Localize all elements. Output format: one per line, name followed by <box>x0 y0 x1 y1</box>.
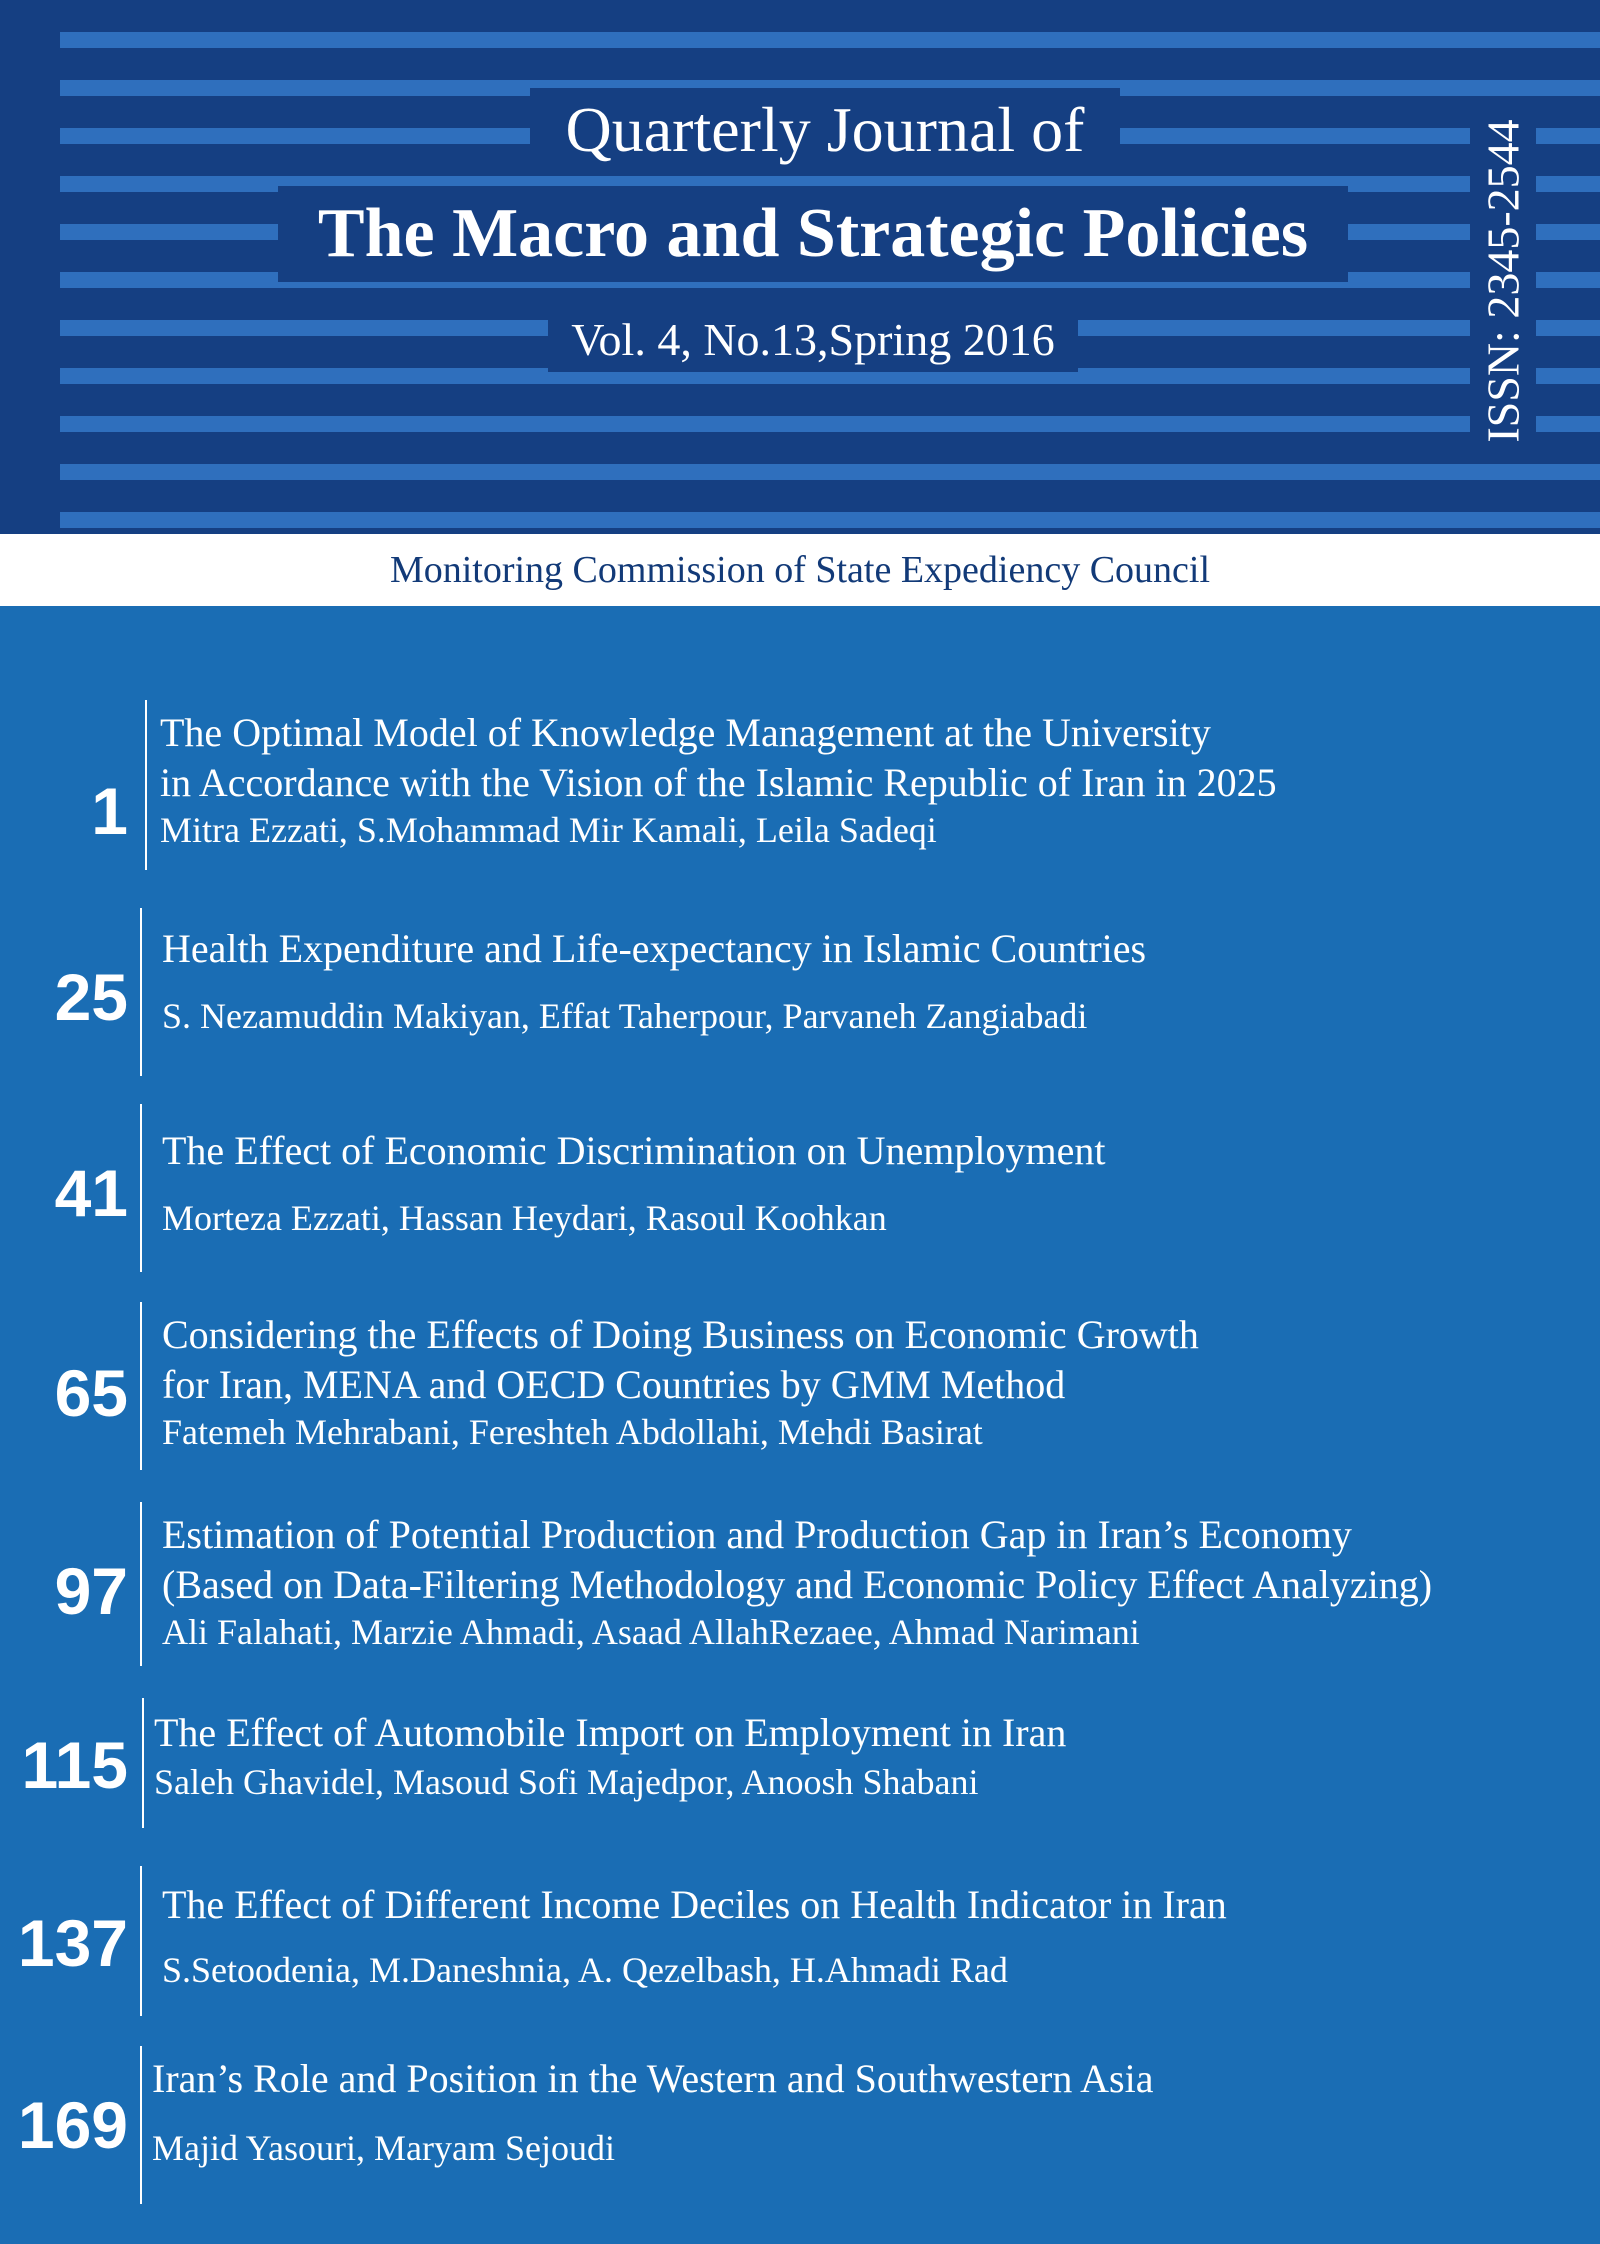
page-number: 41 <box>54 1156 128 1230</box>
article-text <box>152 2054 1153 2168</box>
article-authors: Saleh Ghavidel, Masoud Sofi Majedpor, Anoosh Shabani <box>154 1762 979 1802</box>
article-title-line: (Based on Data-Filtering Methodology and Economic Policy Effect Analyzing) <box>162 1562 1433 1607</box>
article-text <box>162 1126 1105 1238</box>
page-number: 115 <box>21 1728 128 1802</box>
page-number: 137 <box>17 1906 128 1980</box>
article-authors: S. Nezamuddin Makiyan, Effat Taherpour, Parvaneh Zangiabadi <box>162 996 1088 1036</box>
article-title-line: Health Expenditure and Life-expectancy in Islamic Countries <box>162 926 1147 971</box>
article-title-line: The Effect of Economic Discrimination on Unemployment <box>162 1128 1106 1173</box>
article-title-line: The Effect of Automobile Import on Employment in Iran <box>154 1710 1067 1755</box>
entry-divider <box>140 1502 142 1666</box>
toc-entry <box>0 1866 1600 2016</box>
page-number: 169 <box>17 2088 128 2162</box>
page-number: 25 <box>54 960 128 1034</box>
entry-divider <box>140 1302 142 1470</box>
issn-label: ISSN: 2345-2544 <box>1477 119 1529 443</box>
journal-masthead <box>0 0 1600 534</box>
article-text <box>162 924 1146 1036</box>
toc-entry <box>0 1698 1600 1828</box>
toc-entry <box>0 1502 1600 1666</box>
publisher-name: Monitoring Commission of State Expediency Council <box>389 549 1211 591</box>
entry-divider <box>140 1104 142 1272</box>
article-title-line: The Effect of Different Income Deciles on Health Indicator in Iran <box>162 1882 1227 1927</box>
article-authors: Mitra Ezzati, S.Mohammad Mir Kamali, Leila Sadeqi <box>160 810 937 850</box>
article-text <box>162 1880 1227 1990</box>
toc-entry <box>0 700 1600 870</box>
article-text <box>162 1510 1432 1652</box>
article-authors: Ali Falahati, Marzie Ahmadi, Asaad AllahRezaee, Ahmad Narimani <box>162 1612 1140 1652</box>
publisher-band <box>0 534 1600 606</box>
article-text <box>162 1310 1199 1452</box>
toc-entry <box>0 1104 1600 1272</box>
page-number: 1 <box>91 774 128 848</box>
page-number: 65 <box>54 1356 128 1430</box>
article-title-line: Estimation of Potential Production and Production Gap in Iran’s Economy <box>162 1512 1352 1557</box>
article-title-line: Iran’s Role and Position in the Western and Southwestern Asia <box>152 2056 1154 2101</box>
journal-subtitle: Quarterly Journal of <box>530 88 1120 172</box>
article-title-line: for Iran, MENA and OECD Countries by GMM Method <box>162 1362 1066 1407</box>
toc-entry <box>0 908 1600 1076</box>
page-number: 97 <box>54 1554 128 1628</box>
journal-title: The Macro and Strategic Policies <box>278 186 1348 282</box>
article-title-line: The Optimal Model of Knowledge Management at the University <box>160 710 1211 755</box>
entry-divider <box>145 700 147 870</box>
issue-info: Vol. 4, No.13,Spring 2016 <box>548 308 1078 372</box>
masthead-stripe <box>60 464 1600 480</box>
toc-entry <box>0 2046 1600 2204</box>
entry-divider <box>142 1698 144 1828</box>
article-title-line: Considering the Effects of Doing Business on Economic Growth <box>162 1312 1199 1357</box>
article-authors: Majid Yasouri, Maryam Sejoudi <box>152 2128 615 2168</box>
article-title-line: in Accordance with the Vision of the Islamic Republic of Iran in 2025 <box>160 760 1277 805</box>
entry-divider <box>140 1866 142 2016</box>
article-authors: Fatemeh Mehrabani, Fereshteh Abdollahi, Mehdi Basirat <box>162 1412 983 1452</box>
toc-entry <box>0 1302 1600 1470</box>
article-text <box>160 708 1277 850</box>
masthead-stripe <box>60 416 1600 432</box>
article-authors: S.Setoodenia, M.Daneshnia, A. Qezelbash, H.Ahmadi Rad <box>162 1950 1008 1990</box>
article-authors: Morteza Ezzati, Hassan Heydari, Rasoul Koohkan <box>162 1198 887 1238</box>
entry-divider <box>140 2046 142 2204</box>
masthead-stripe <box>60 32 1600 48</box>
masthead-stripe <box>60 512 1600 528</box>
entry-divider <box>140 908 142 1076</box>
article-text <box>154 1708 1066 1802</box>
